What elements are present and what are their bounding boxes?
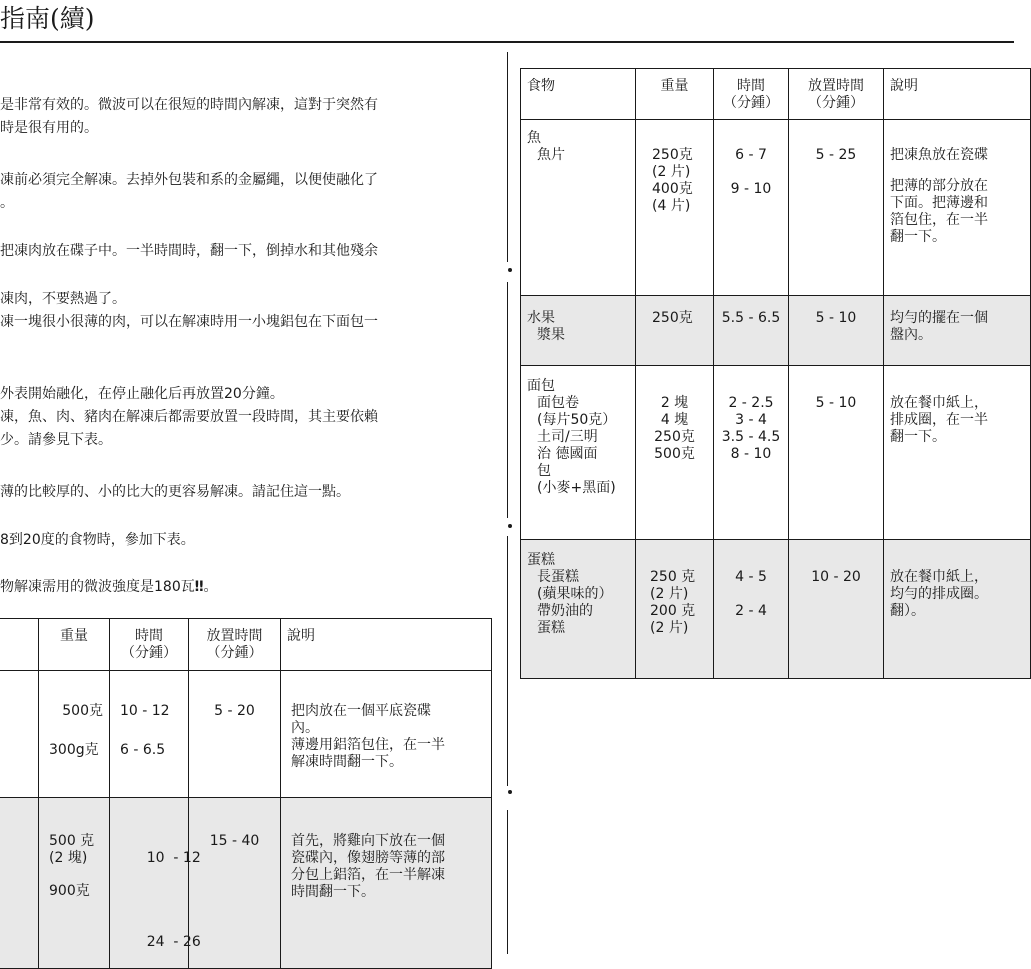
food-cell [0, 671, 39, 798]
paragraph-line: 凍肉，不要熱過了。 [0, 291, 126, 307]
time-cell: 10 - 12 6 - 6.5 [110, 671, 189, 798]
table-row [521, 366, 1031, 540]
column-header-standing [789, 69, 884, 120]
column-divider-dot [508, 790, 512, 794]
food-cell: 蛋糕 長蛋糕 (蘋果味的） 帶奶油的 蛋糕 [521, 540, 636, 679]
time-cell: 5.5 - 6.5 [714, 296, 789, 366]
title-divider [0, 41, 1014, 43]
header-line: 時間 [737, 78, 765, 94]
header-line: （分鍾） [808, 95, 864, 111]
food-cell: 魚 魚片 [521, 120, 636, 296]
table-header-row [521, 69, 1031, 120]
paragraph-line: 是非常有效的。微波可以在很短的時間內解凍，這對于突然有 [0, 97, 378, 113]
notes-cell: 放在餐巾紙上， 均勻的排成圈。 翻）。 [884, 540, 1031, 679]
column-divider [507, 810, 508, 954]
paragraph-line: 凍前必須完全解凍。去掉外包裝和系的金屬繩，以便使融化了 [0, 172, 378, 188]
food-cell: 面包 面包卷 (每片50克） 土司/三明 治 德國面 包 (小麥+黑面) [521, 366, 636, 540]
table-row [521, 540, 1031, 679]
column-header-notes: 說明 [281, 619, 492, 671]
table-header-row [0, 619, 492, 671]
defrost-table-left [0, 618, 492, 969]
standing-cell: 10 - 20 [789, 540, 884, 679]
table-row [0, 671, 492, 798]
paragraph-line: 凍，魚、肉、豬肉在解凍后都需要放置一段時間，其主要依賴 [0, 409, 378, 425]
weight-cell: 250 克 (2 片) 200 克 (2 片) [636, 540, 714, 679]
notes-cell: 把肉放在一個平底瓷碟 內。 薄邊用鋁箔包住，在一半 解凍時間翻一下。 [281, 671, 492, 798]
weight-cell: 250克 [636, 296, 714, 366]
column-header-time [714, 69, 789, 120]
column-divider-dot [508, 268, 512, 272]
page-title: 指南(續) [0, 4, 95, 33]
column-divider [507, 282, 508, 518]
table-row [521, 296, 1031, 366]
power-level-icon: ‼ [194, 579, 204, 595]
paragraph-line: 物解凍需用的微波強度是180瓦‼。 [0, 579, 218, 595]
paragraph-line: 外表開始融化，在停止融化后再放置20分鐘。 [0, 386, 284, 402]
table-row [0, 798, 492, 969]
header-line: 放置時間 [206, 628, 263, 644]
column-divider [507, 52, 508, 262]
notes-cell: 把凍魚放在瓷碟 把薄的部分放在 下面。把薄邊和 箔包住，在一半 翻一下。 [884, 120, 1031, 296]
column-divider-dot [508, 524, 512, 528]
standing-cell: 5 - 10 [789, 366, 884, 540]
column-divider [507, 536, 508, 786]
paragraph-line: 。 [0, 195, 14, 211]
header-line: 時間 [135, 628, 163, 644]
table-row [521, 120, 1031, 296]
paragraph-line: 把凍肉放在碟子中。一半時間時，翻一下，倒掉水和其他殘余 [0, 243, 378, 259]
header-line: （分鍾） [206, 645, 263, 661]
time-cell: 4 - 5 2 - 4 [714, 540, 789, 679]
column-header-standing [189, 619, 281, 671]
weight-cell: 500克 300g克 [39, 671, 110, 798]
column-header-notes: 說明 [884, 69, 1031, 120]
time-cell: 6 - 7 9 - 10 [714, 120, 789, 296]
standing-cell: 15 - 40 [189, 798, 281, 969]
header-line: （分鍾） [723, 95, 779, 111]
food-cell: 水果 漿果 [521, 296, 636, 366]
time-cell: 2 - 2.5 3 - 4 3.5 - 4.5 8 - 10 [714, 366, 789, 540]
paragraph-text: 物解凍需用的微波強度是180瓦 [0, 579, 195, 595]
defrost-table-right [520, 68, 1031, 679]
header-line: （分鍾） [121, 645, 177, 661]
column-header-weight: 重量 [39, 619, 110, 671]
weight-cell: 2 塊 4 塊 250克 500克 [636, 366, 714, 540]
standing-cell: 5 - 25 [789, 120, 884, 296]
time-cell: 10 - 12 24 - 26 [110, 798, 189, 969]
paragraph-line: 時是很有用的。 [0, 120, 98, 136]
weight-cell: 500 克 (2 塊) 900克 [39, 798, 110, 969]
paragraph-line: 8到20度的食物時，參加下表。 [0, 532, 195, 548]
notes-cell: 首先，將雞向下放在一個 瓷碟內，像翅膀等薄的部 分包上鋁箔，在一半解凍 時間翻一下。 [281, 798, 492, 969]
standing-cell: 5 - 10 [789, 296, 884, 366]
notes-cell: 放在餐巾紙上， 排成圈，在一半 翻一下。 [884, 366, 1031, 540]
column-header-time [110, 619, 189, 671]
column-header-food: 食物 [521, 69, 636, 120]
column-header-weight: 重量 [636, 69, 714, 120]
column-header-food [0, 619, 39, 671]
notes-cell: 均勻的擺在一個 盤內。 [884, 296, 1031, 366]
header-line: 放置時間 [808, 78, 864, 94]
food-cell [0, 798, 39, 969]
weight-cell: 250克 (2 片) 400克 (4 片) [636, 120, 714, 296]
paragraph-line: 凍一塊很小很薄的肉，可以在解凍時用一小塊鋁包在下面包一 [0, 314, 378, 330]
paragraph-line: 薄的比較厚的、小的比大的更容易解凍。請記住這一點。 [0, 484, 350, 500]
paragraph-line: 少。請參見下表。 [0, 432, 112, 448]
standing-cell: 5 - 20 [189, 671, 281, 798]
